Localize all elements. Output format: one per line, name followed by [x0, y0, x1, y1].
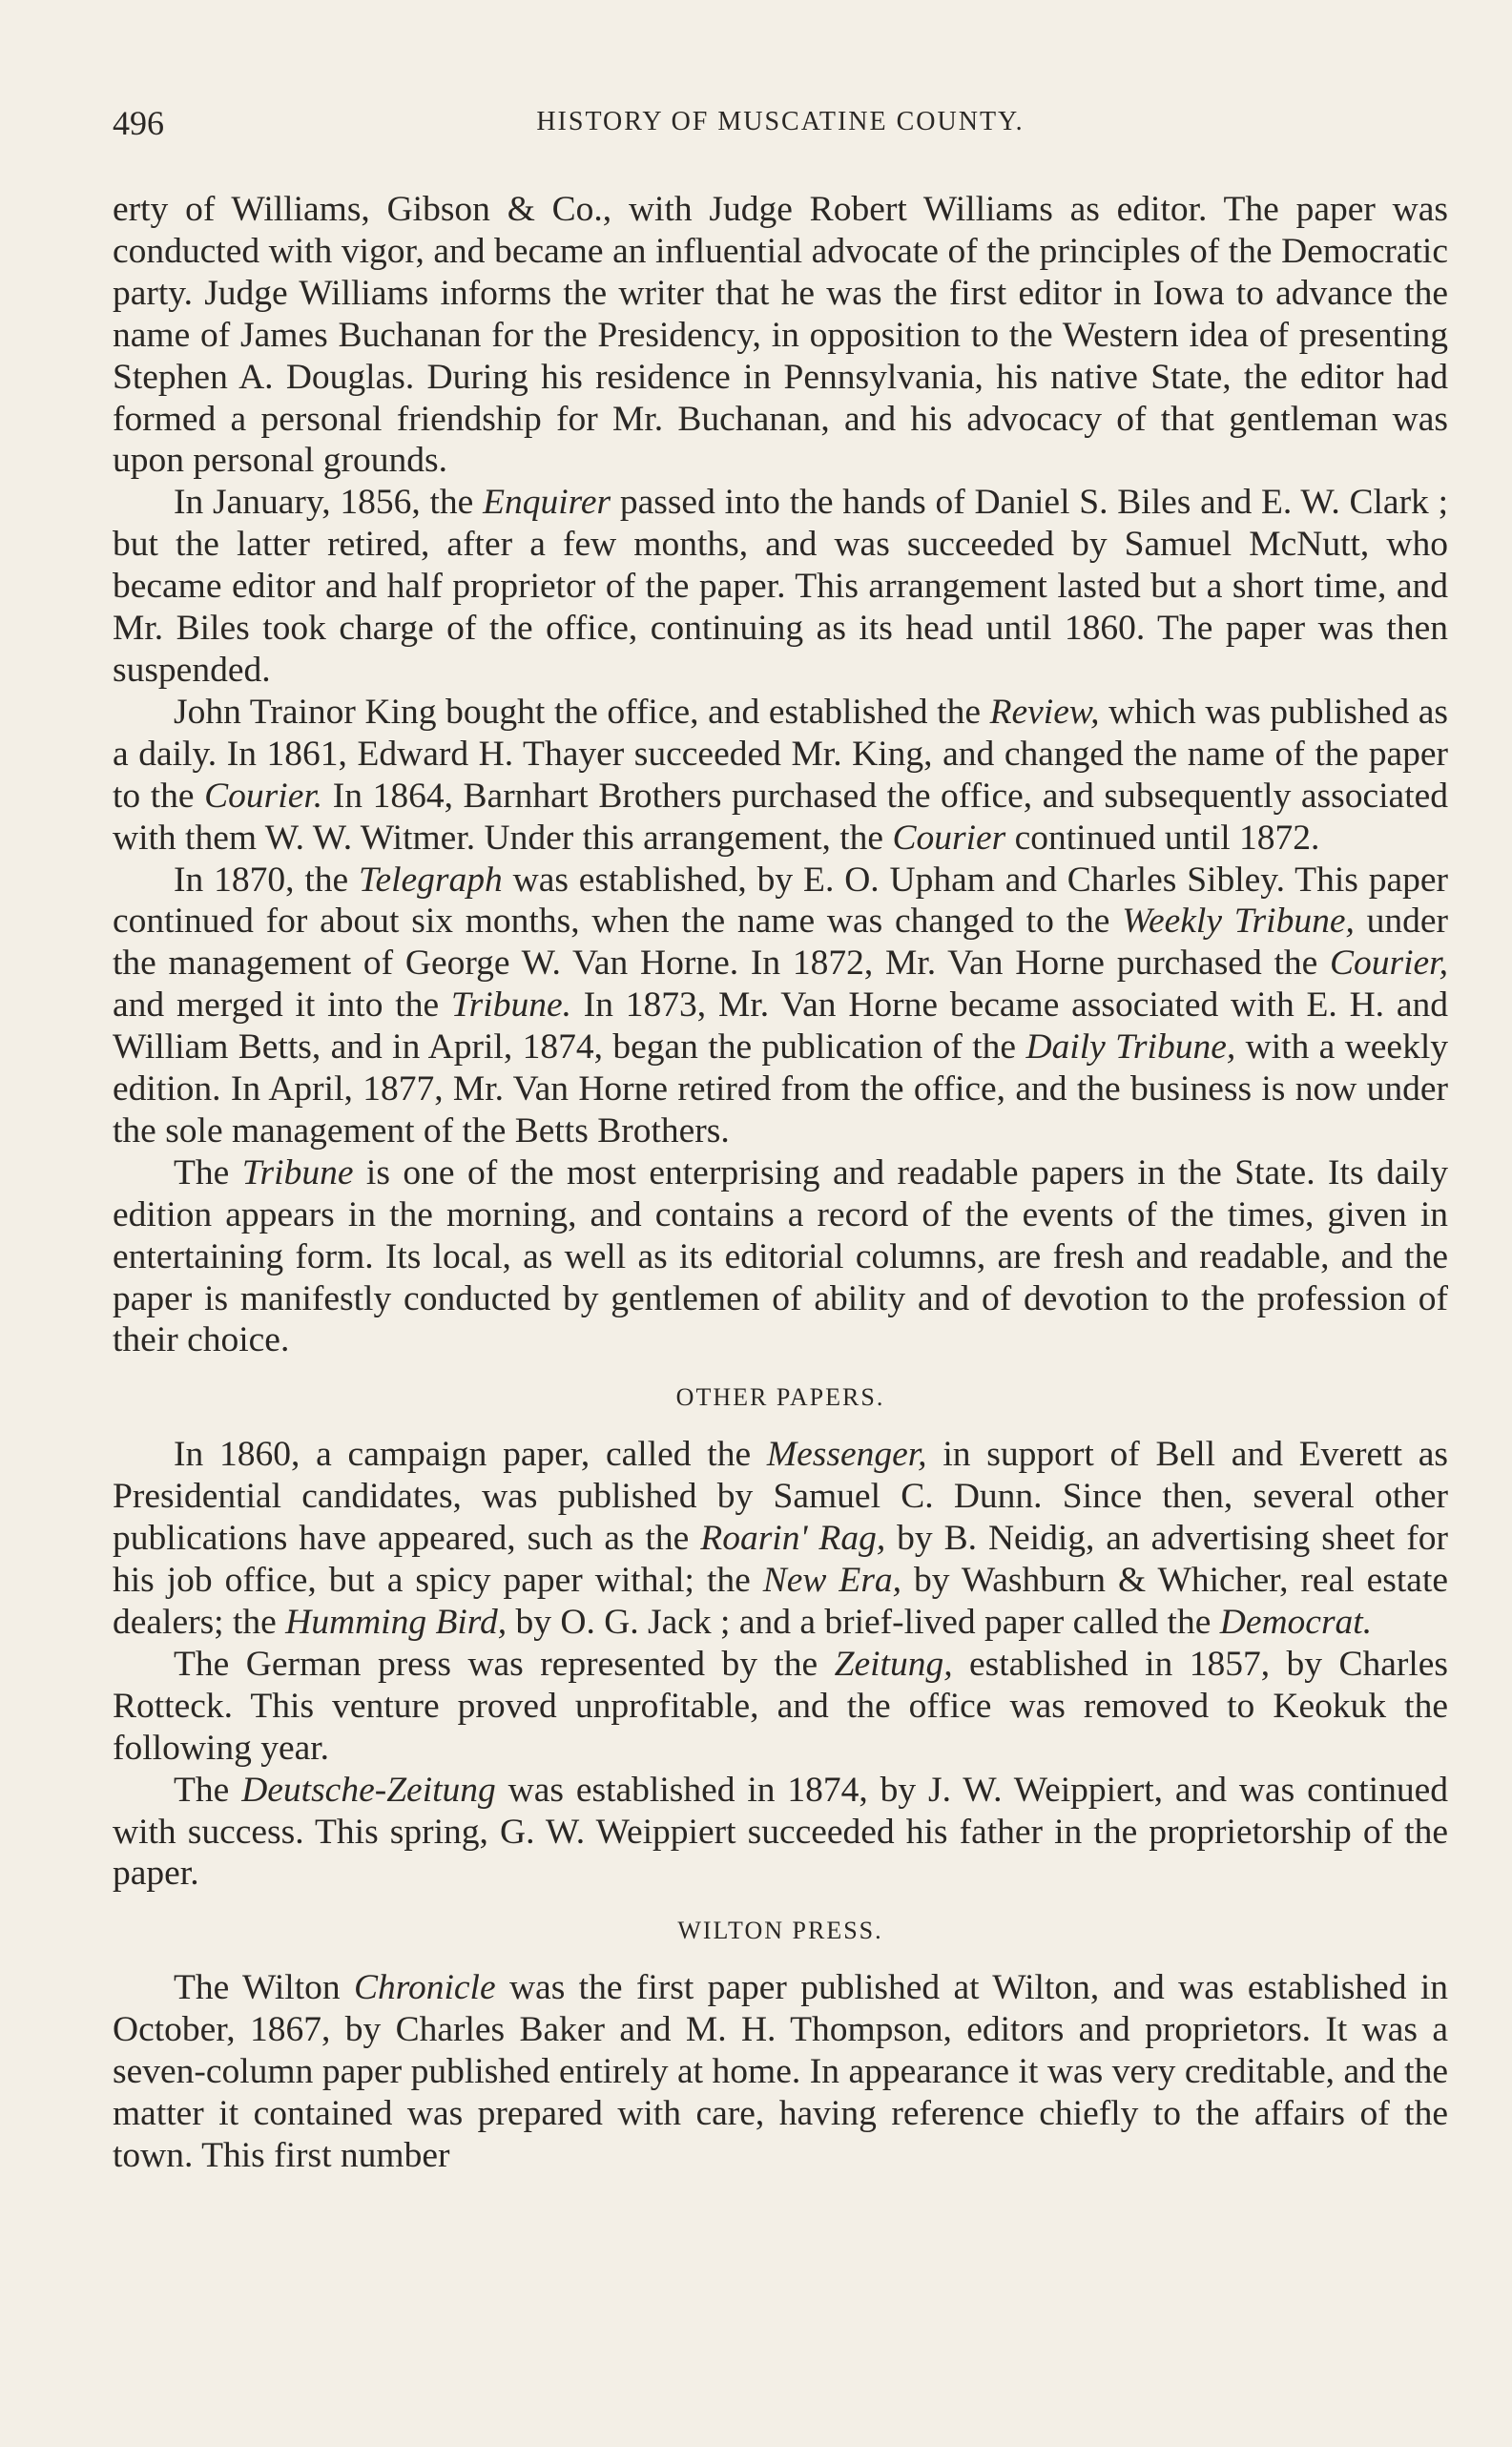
newspaper-title: Humming Bird, — [285, 1603, 507, 1642]
text-run: under the management of George W. Van Horne. In 1872, Mr. Van Horne purchased the — [113, 902, 1448, 984]
newspaper-title: Enquirer — [483, 483, 611, 523]
text-run: In 1864, Barnhart Brothers purchased the office, and subsequently associated with them W. W. Witmer. Under this arrangement, the — [113, 776, 1449, 858]
text-run: In 1873, Mr. Van Horne became associated with E. H. and William Betts, and in April, 1874, began the publication of the — [113, 985, 1448, 1068]
newspaper-title: Telegraph — [359, 860, 503, 900]
newspaper-title: Tribune — [241, 1152, 354, 1192]
newspaper-title: Courier, — [1330, 944, 1448, 984]
text-run: in support of Bell and Everett as Presidential candidates, was published by Samuel C. Dunn. Since then, several other publications have appeared, such as the — [113, 1435, 1448, 1559]
paragraph — [113, 860, 1448, 1152]
text-run: by O. G. Jack ; and a brief-lived paper called the — [507, 1603, 1220, 1642]
text-run: was established, by E. O. Upham and Charles Sibley. This paper continued for about six months, when the name was changed to the — [113, 860, 1448, 942]
paragraph — [113, 1967, 1448, 2177]
text-run: was the first paper published at Wilton, and was established in October, 1867, by Charles Baker and M. H. Thompson, editors and proprietors. It was a seven-column paper published entirely at home. In appearance it was very creditable, and the matter it contained was prepared with care, having reference chiefly to the affairs of the town. This first number — [113, 1968, 1448, 2175]
newspaper-title: Review, — [989, 692, 1100, 732]
paragraph — [113, 482, 1448, 692]
text-run: passed into the hands of Daniel S. Biles and E. W. Clark ; but the latter retired, after a few months, and was succeeded by Samuel McNutt, who became editor and half proprietor of the paper. This arrangement lasted but a short time, and Mr. Biles took charge of the office, continuing as its head until 1860. The paper was then suspended. — [113, 483, 1448, 690]
page-number: 496 — [113, 104, 164, 142]
running-title: HISTORY OF MUSCATINE COUNTY. — [536, 107, 1025, 136]
text-run: John Trainor King bought the office, and established the — [174, 692, 990, 732]
text-run: The — [174, 1152, 242, 1192]
newspaper-title: Democrat. — [1219, 1603, 1373, 1642]
text-run: with a weekly edition. In April, 1877, Mr. Van Horne retired from the office, and the business is now under the sole management of the Betts Brothers. — [113, 1027, 1448, 1151]
newspaper-title: Courier — [892, 818, 1006, 858]
text-run: by Washburn & Whicher, real estate dealers; the — [113, 1561, 1449, 1642]
text-run: which was published as a daily. In 1861, Edward H. Thayer succeeded Mr. King, and changed the name of the paper to the — [113, 692, 1448, 816]
newspaper-title: Roarin' Rag, — [700, 1519, 886, 1559]
text-run: In 1870, the — [174, 860, 360, 900]
paragraph — [113, 1770, 1448, 1896]
text-run: continued until 1872. — [1005, 818, 1320, 858]
section-heading-wilton-press: WILTON PRESS. — [677, 1917, 883, 1945]
paragraph-text: erty of Williams, Gibson & Co., with Judge Robert Williams as editor. The paper was conducted with vigor, and became an influential advocate of the principles of the Democratic party. Judge Williams informs the writer that he was the first editor in Iowa to advance the name of James Buchanan for the Presidency, in opposition to the Western idea of presenting Stephen A. Douglas. During his residence in Pennsylvania, his native State, the editor had formed a personal friendship for Mr. Buchanan, and his advocacy of that gentleman was upon personal grounds. — [113, 190, 1448, 481]
paragraph — [113, 1644, 1448, 1770]
newspaper-title: New Era, — [762, 1561, 902, 1601]
body-text — [113, 189, 1448, 2177]
text-run: established in 1857, by Charles Rotteck. This venture proved unprofitable, and the office was removed to Keokuk the following year. — [113, 1644, 1448, 1768]
newspaper-title: Courier. — [204, 776, 323, 816]
newspaper-title: Chronicle — [354, 1968, 496, 2008]
paragraph — [113, 692, 1448, 860]
paragraph — [113, 1152, 1448, 1362]
text-run: The Wilton — [174, 1968, 355, 2008]
newspaper-title: Weekly Tribune, — [1122, 902, 1355, 942]
paragraph — [113, 1434, 1448, 1644]
text-run: is one of the most enterprising and readable papers in the State. Its daily edition appears in the morning, and contains a record of the events of the times, given in entertaining form. Its local, as well as its editorial columns, are fresh and readable, and the paper is manifestly conducted by gentlemen of ability and of devotion to the profession of their choice. — [113, 1152, 1448, 1360]
text-run: The German press was represented by the — [174, 1644, 835, 1684]
text-run: In January, 1856, the — [174, 483, 484, 523]
newspaper-title: Deutsche-Zeitung — [241, 1770, 496, 1810]
newspaper-title: Tribune. — [450, 985, 571, 1026]
newspaper-title: Daily Tribune, — [1025, 1027, 1236, 1068]
text-run: The — [174, 1770, 242, 1810]
text-run: and merged it into the — [113, 985, 451, 1026]
text-run: was established in 1874, by J. W. Weippiert, and was continued with success. This spring, G. W. Weippiert succeeded his father in the proprietorship of the paper. — [113, 1770, 1448, 1894]
text-run: by B. Neidig, an advertising sheet for his job office, but a spicy paper withal; the — [113, 1519, 1448, 1601]
newspaper-title: Messenger, — [766, 1435, 927, 1475]
newspaper-title: Zeitung, — [834, 1644, 953, 1684]
text-run: In 1860, a campaign paper, called the — [174, 1435, 767, 1475]
paragraph — [113, 189, 1448, 482]
section-heading-other-papers: OTHER PAPERS. — [675, 1383, 885, 1412]
book-page — [113, 103, 1448, 2177]
running-head — [113, 103, 1448, 151]
